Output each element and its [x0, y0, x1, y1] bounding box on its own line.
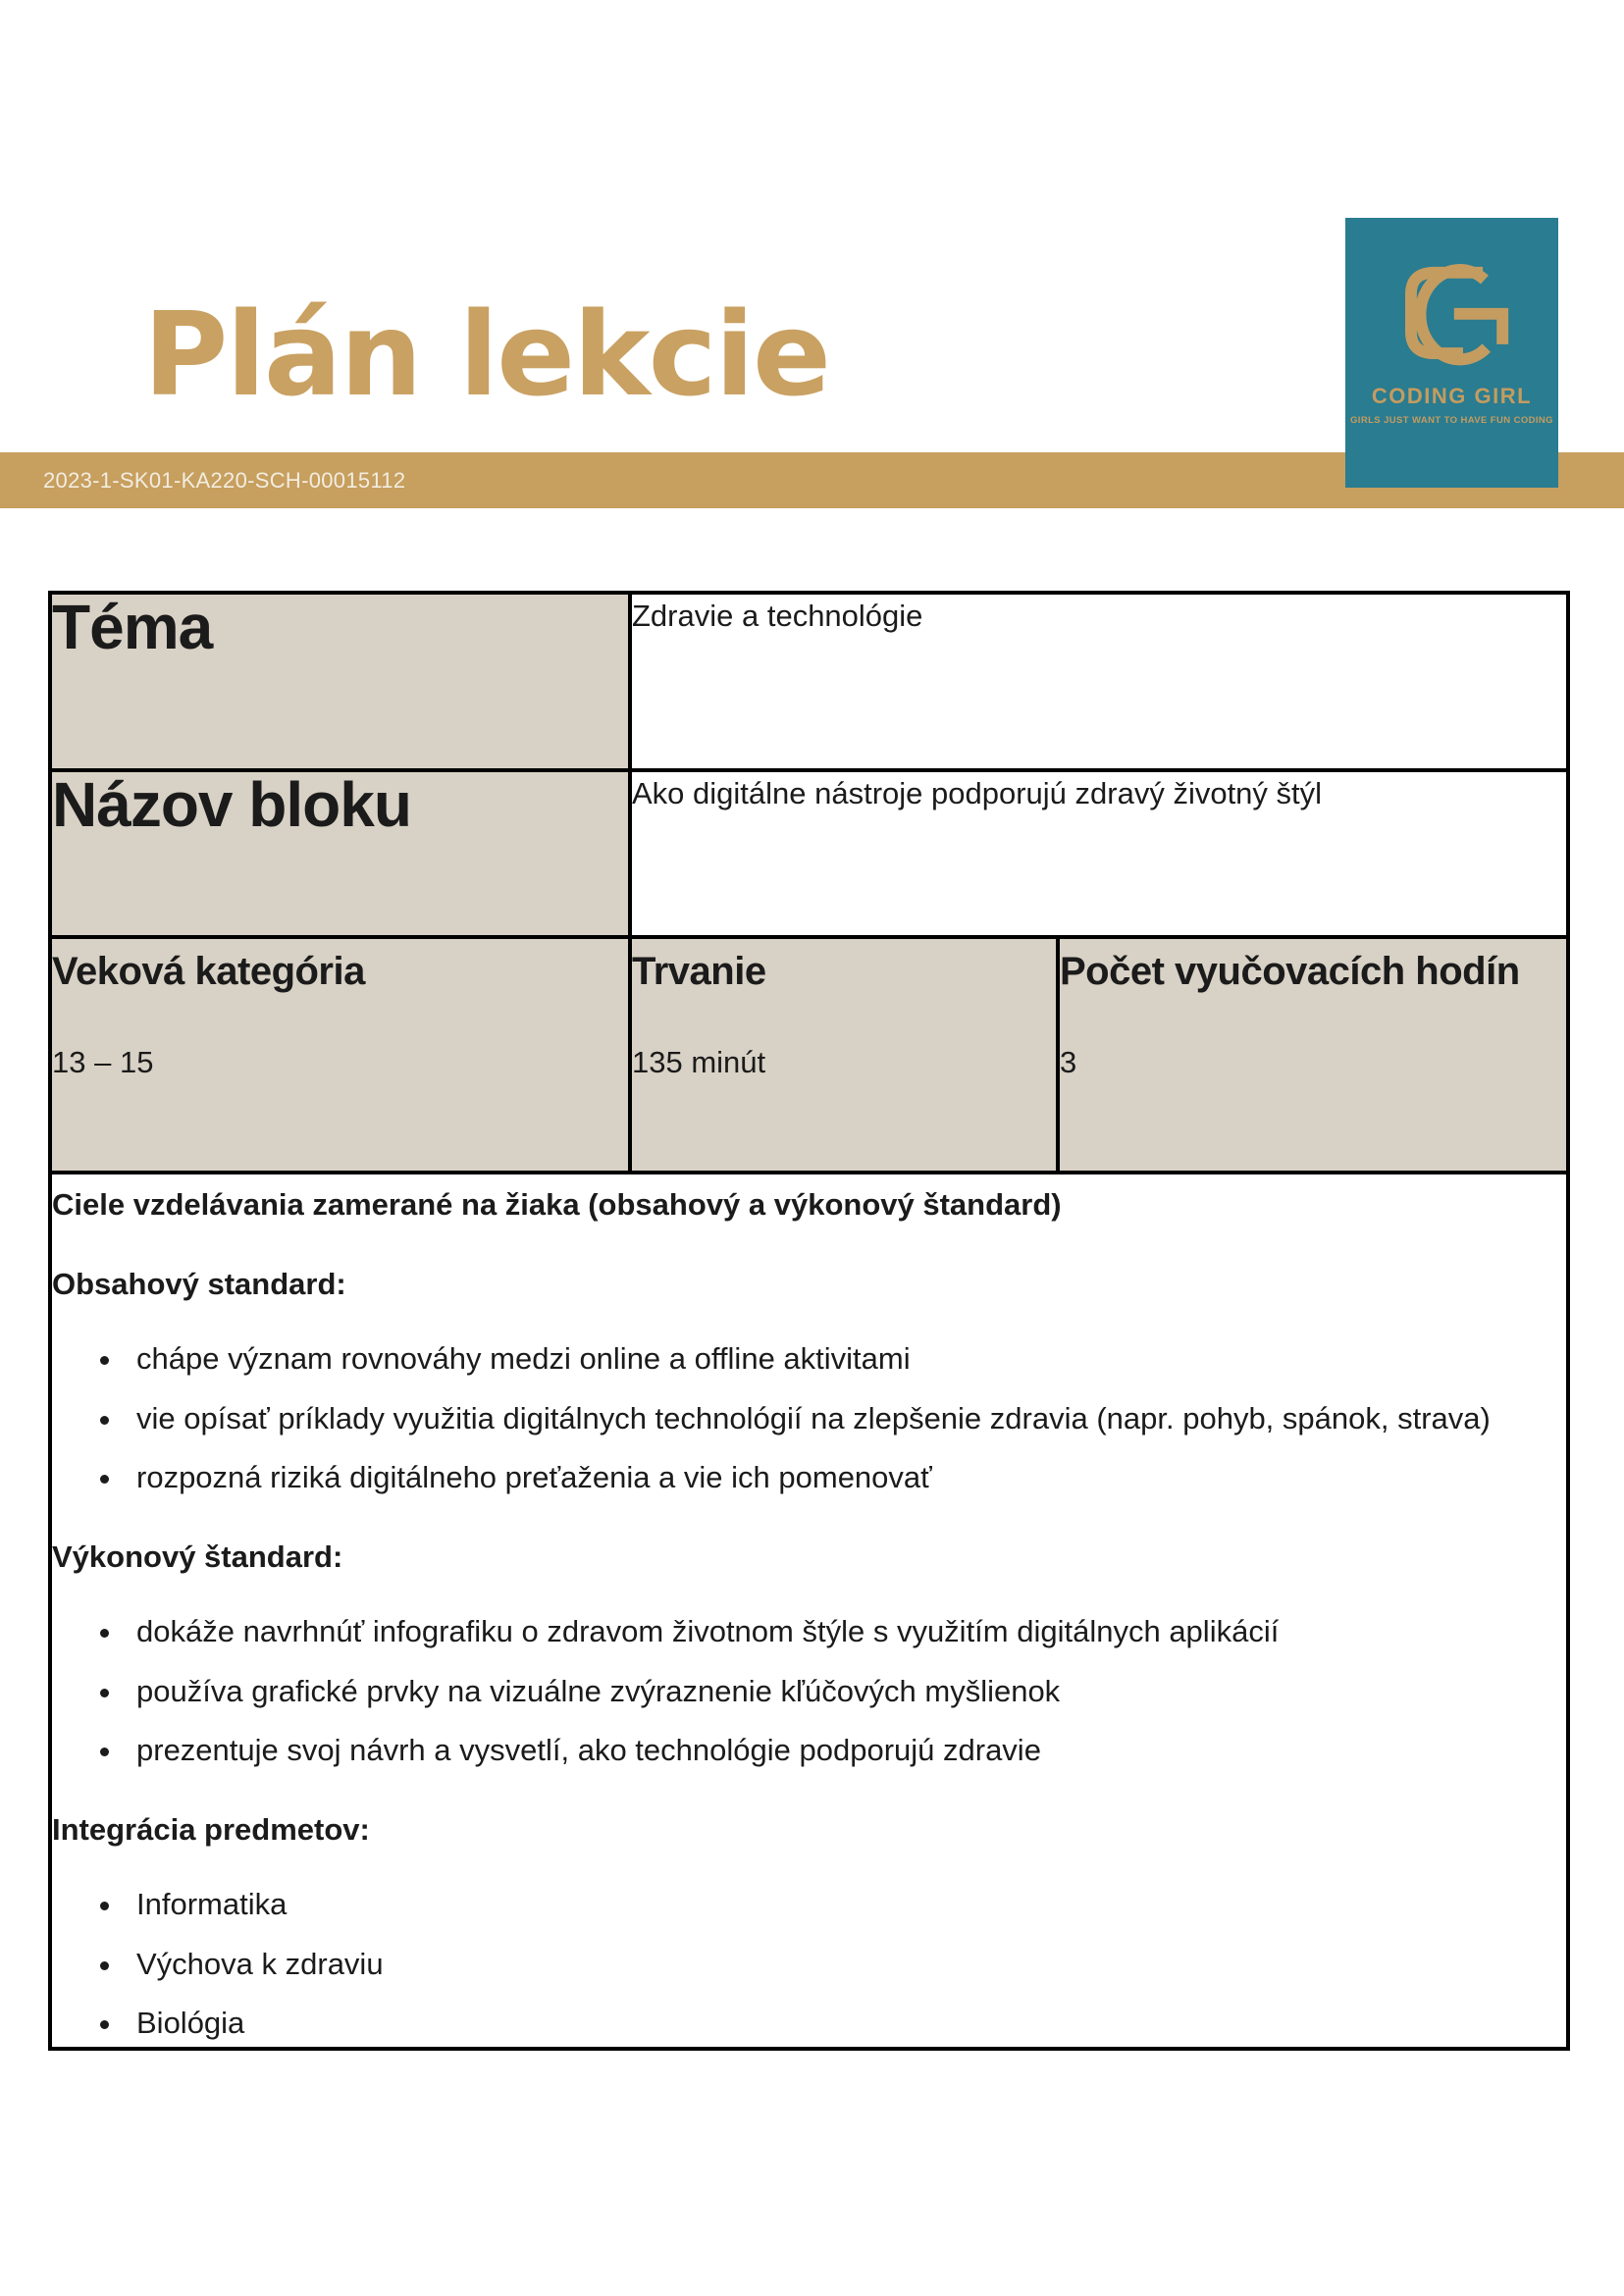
- trvanie-value: 135 minút: [632, 1045, 766, 1079]
- coding-girl-logo: [1345, 218, 1558, 488]
- nazov-bloku-label-cell: Názov bloku: [50, 770, 630, 937]
- list-item: • dokáže navrhnúť infografiku o zdravom životnom štýle s využitím digitálnych aplikácií: [125, 1609, 1566, 1655]
- coding-girl-monogram-icon: [1388, 249, 1517, 375]
- list-item: • rozpozná riziká digitálneho preťaženia a vie ich pomenovať: [125, 1455, 1566, 1501]
- trvanie-label: Trvanie: [632, 950, 766, 993]
- list-item: • chápe význam rovnováhy medzi online a offline aktivitami: [125, 1336, 1566, 1383]
- list-item: • Informatika: [125, 1882, 1566, 1928]
- obsahovy-standard-list: [52, 1336, 1566, 1501]
- integracia-predmetov-list: [52, 1882, 1566, 2047]
- list-item: • prezentuje svoj návrh a vysvetlí, ako technológie podporujú zdravie: [125, 1728, 1566, 1774]
- tema-value-cell: Zdravie a technológie: [630, 593, 1568, 770]
- goals-cell: [50, 1173, 1568, 2049]
- obsahovy-standard-heading: Obsahový standard:: [52, 1266, 346, 1301]
- list-item: • Biológia: [125, 2001, 1566, 2047]
- lesson-plan-table: [48, 591, 1570, 2051]
- logo-tagline: GIRLS JUST WANT TO HAVE FUN CODING: [1350, 415, 1553, 426]
- vekova-kategoria-label: Veková kategória: [52, 950, 365, 993]
- trvanie-cell: [630, 937, 1058, 1173]
- vekova-kategoria-cell: [50, 937, 630, 1173]
- row-nazov-bloku: [50, 770, 1568, 937]
- tema-label-cell: Téma: [50, 593, 630, 770]
- row-meta: [50, 937, 1568, 1173]
- goals-title: Ciele vzdelávania zamerané na žiaka (obsahový a výkonový štandard): [52, 1187, 1062, 1222]
- list-item: • vie opísať príklady využitia digitálnych technológií na zlepšenie zdravia (napr. pohyb, spánok, strava): [125, 1396, 1566, 1442]
- vekova-kategoria-value: 13 – 15: [52, 1045, 154, 1079]
- pocet-hodin-label: Počet vyučovacích hodín: [1060, 950, 1520, 993]
- page-title: Plán lekcie: [143, 287, 830, 422]
- logo-name: CODING GIRL: [1371, 384, 1533, 408]
- row-tema: [50, 593, 1568, 770]
- nazov-bloku-value-cell: Ako digitálne nástroje podporujú zdravý životný štýl: [630, 770, 1568, 937]
- project-code: 2023-1-SK01-KA220-SCH-00015112: [43, 468, 406, 493]
- vykonovy-standard-list: [52, 1609, 1566, 1774]
- list-item: • používa grafické prvky na vizuálne zvýraznenie kľúčových myšlienok: [125, 1669, 1566, 1715]
- vykonovy-standard-heading: Výkonový štandard:: [52, 1539, 343, 1574]
- row-goals: [50, 1173, 1568, 2049]
- list-item: • Výchova k zdraviu: [125, 1942, 1566, 1988]
- pocet-hodin-value: 3: [1060, 1045, 1077, 1079]
- pocet-hodin-cell: [1058, 937, 1568, 1173]
- integracia-predmetov-heading: Integrácia predmetov:: [52, 1811, 370, 1847]
